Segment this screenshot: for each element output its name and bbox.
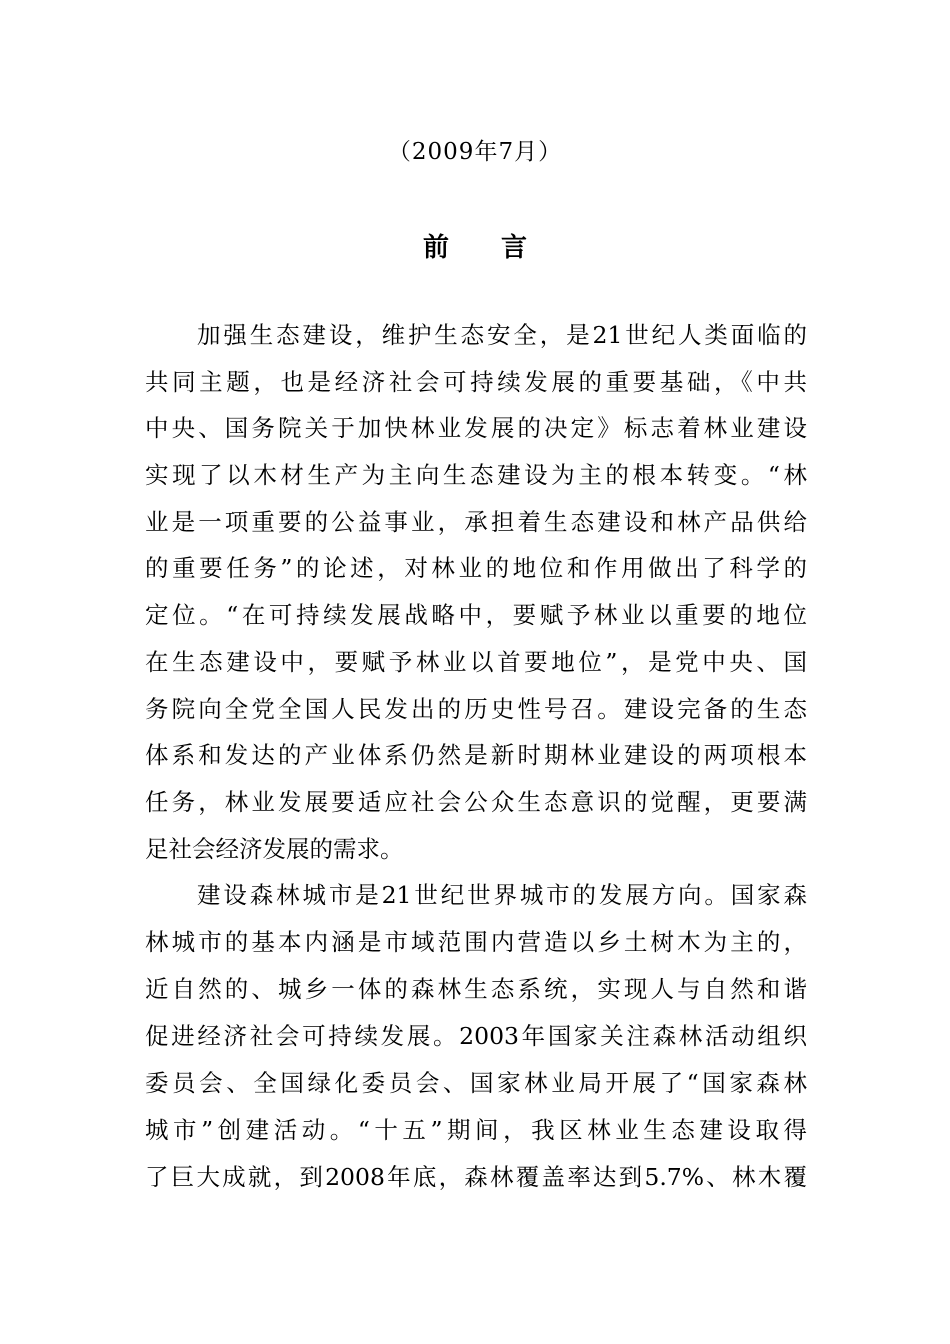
body-text bbox=[145, 312, 807, 1201]
text-line: 足社会经济发展的需求。 bbox=[145, 834, 404, 863]
text-line: 任务，林业发展要适应社会公众生态意识的觉醒，更要满 bbox=[145, 787, 807, 816]
text-line: 加强生态建设，维护生态安全，是21世纪人类面临的 bbox=[197, 321, 807, 349]
text-line: 体系和发达的产业体系仍然是新时期林业建设的两项根本 bbox=[145, 741, 807, 770]
text-line: 林城市的基本内涵是市域范围内营造以乡土树木为主的， bbox=[145, 928, 807, 957]
paragraph bbox=[145, 872, 807, 1201]
section-heading: 前言 bbox=[422, 233, 579, 263]
paragraph bbox=[145, 312, 807, 872]
text-line: 业是一项重要的公益事业，承担着生态建设和林产品供给 bbox=[145, 507, 807, 536]
text-line: 实现了以木材生产为主向生态建设为主的根本转变。“林 bbox=[145, 461, 807, 490]
text-line: 近自然的、城乡一体的森林生态系统，实现人与自然和谐 bbox=[145, 975, 807, 1004]
date-line: （2009年7月） bbox=[387, 139, 563, 165]
text-line: 在生态建设中，要赋予林业以首要地位”，是党中央、国 bbox=[145, 647, 807, 676]
text-line: 的重要任务”的论述，对林业的地位和作用做出了科学的 bbox=[145, 554, 807, 583]
text-line: 中央、国务院关于加快林业发展的决定》标志着林业建设 bbox=[145, 414, 807, 443]
text-line: 了巨大成就，到2008年底，森林覆盖率达到5.7%、林木覆 bbox=[145, 1163, 807, 1192]
text-line: 共同主题，也是经济社会可持续发展的重要基础，《中共 bbox=[145, 367, 807, 396]
text-line: 务院向全党全国人民发出的历史性号召。建设完备的生态 bbox=[145, 694, 807, 723]
text-line: 促进经济社会可持续发展。2003年国家关注森林活动组织 bbox=[145, 1022, 807, 1051]
text-line: 建设森林城市是21世纪世界城市的发展方向。国家森 bbox=[197, 881, 807, 910]
text-line: 城市”创建活动。“十五”期间，我区林业生态建设取得 bbox=[145, 1116, 807, 1145]
text-line: 委员会、全国绿化委员会、国家林业局开展了“国家森林 bbox=[145, 1069, 807, 1098]
text-line: 定位。“在可持续发展战略中，要赋予林业以重要的地位 bbox=[145, 601, 807, 630]
